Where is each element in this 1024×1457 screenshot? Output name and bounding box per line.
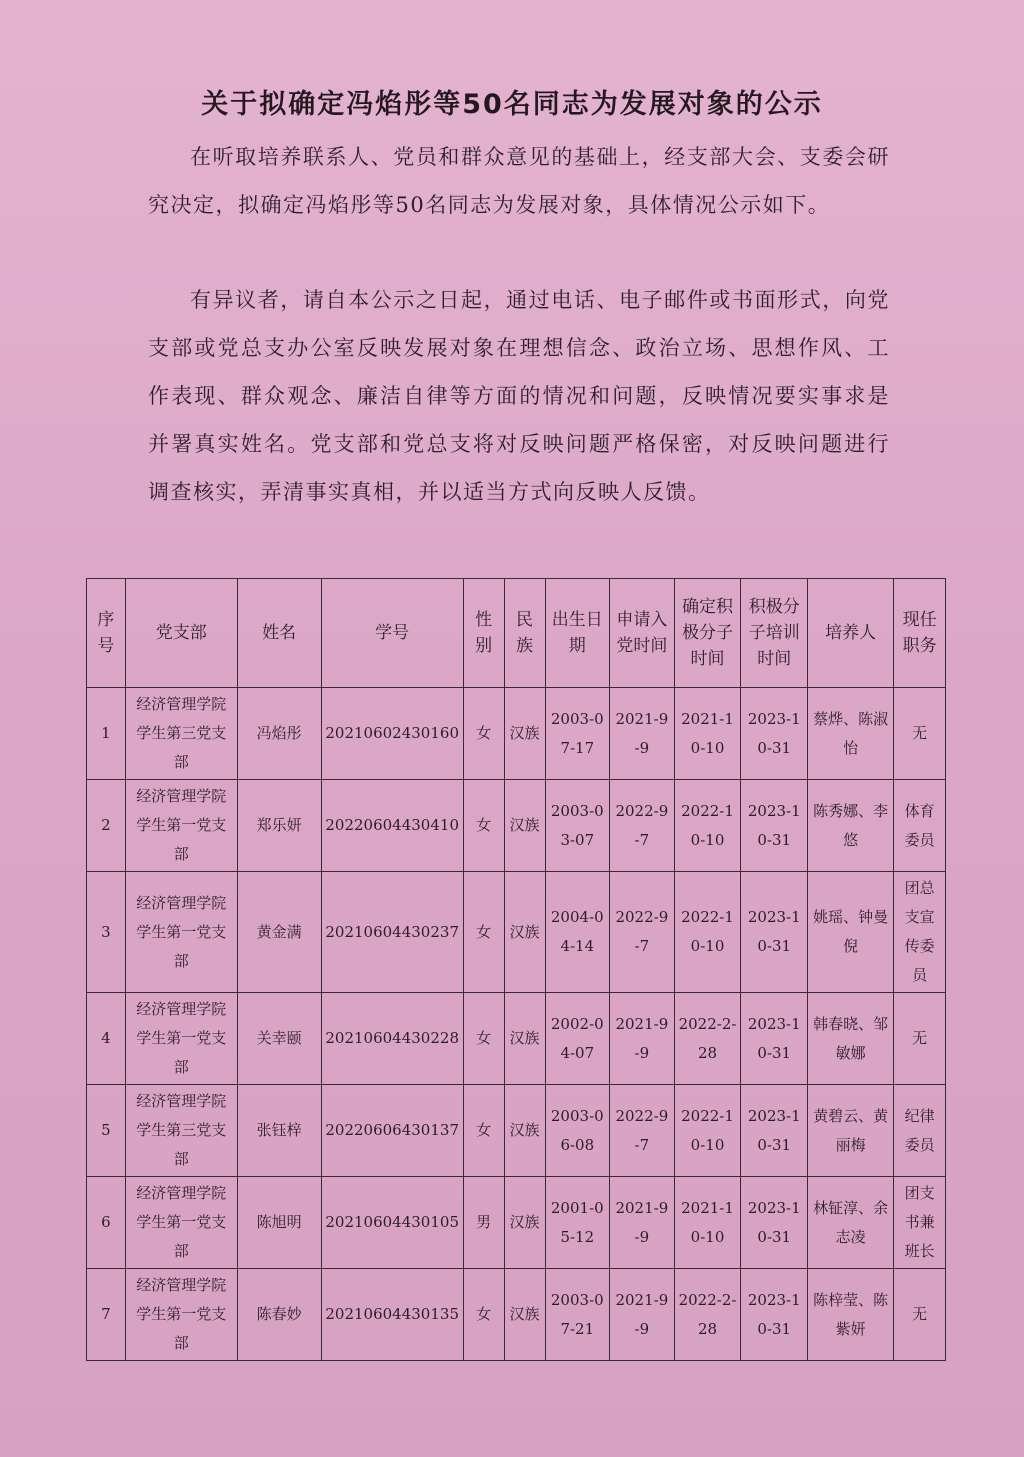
header-training: 积极分子培训时间 bbox=[741, 579, 808, 688]
cell-position: 团支书兼班长 bbox=[894, 1177, 946, 1269]
header-birth: 出生日期 bbox=[545, 579, 610, 688]
header-activist: 确定积极分子时间 bbox=[674, 579, 741, 688]
cell-name: 郑乐妍 bbox=[237, 780, 321, 872]
cell-student-id: 20210604430135 bbox=[321, 1269, 463, 1361]
cell-training: 2023-10-31 bbox=[741, 872, 808, 993]
cell-student-id: 20210604430228 bbox=[321, 993, 463, 1085]
cell-student-id: 20220606430137 bbox=[321, 1085, 463, 1177]
cell-no: 3 bbox=[87, 872, 126, 993]
cell-mentor: 蔡烨、陈淑怡 bbox=[808, 688, 894, 780]
table-row bbox=[87, 688, 946, 780]
cell-position: 纪律委员 bbox=[894, 1085, 946, 1177]
cell-activist: 2022-10-10 bbox=[674, 872, 741, 993]
cell-name: 关幸颐 bbox=[237, 993, 321, 1085]
header-gender: 性别 bbox=[463, 579, 504, 688]
cell-gender: 女 bbox=[463, 688, 504, 780]
cell-birth: 2003-03-07 bbox=[545, 780, 610, 872]
cell-activist: 2022-2-28 bbox=[674, 1269, 741, 1361]
notice-title: 关于拟确定冯焰彤等50名同志为发展对象的公示 bbox=[201, 89, 823, 120]
cell-no: 4 bbox=[87, 993, 126, 1085]
cell-training: 2023-10-31 bbox=[741, 780, 808, 872]
cell-branch: 经济管理学院学生第一党支部 bbox=[125, 1269, 237, 1361]
cell-gender: 女 bbox=[463, 872, 504, 993]
header-position: 现任职务 bbox=[894, 579, 946, 688]
header-mentor: 培养人 bbox=[808, 579, 894, 688]
table-row bbox=[87, 872, 946, 993]
cell-activist: 2021-10-10 bbox=[674, 688, 741, 780]
table-row bbox=[87, 780, 946, 872]
cell-no: 1 bbox=[87, 688, 126, 780]
cell-name: 黄金满 bbox=[237, 872, 321, 993]
cell-branch: 经济管理学院学生第一党支部 bbox=[125, 872, 237, 993]
cell-birth: 2003-07-17 bbox=[545, 688, 610, 780]
cell-branch: 经济管理学院学生第一党支部 bbox=[125, 780, 237, 872]
table-row bbox=[87, 1269, 946, 1361]
cell-position: 团总支宣传委员 bbox=[894, 872, 946, 993]
cell-activist: 2022-10-10 bbox=[674, 1085, 741, 1177]
header-student-id: 学号 bbox=[321, 579, 463, 688]
header-branch: 党支部 bbox=[125, 579, 237, 688]
cell-student-id: 20220604430410 bbox=[321, 780, 463, 872]
cell-mentor: 韩春晓、邹敏娜 bbox=[808, 993, 894, 1085]
header-no: 序号 bbox=[87, 579, 126, 688]
cell-name: 陈春妙 bbox=[237, 1269, 321, 1361]
cell-position: 体育委员 bbox=[894, 780, 946, 872]
cell-mentor: 姚瑶、钟曼倪 bbox=[808, 872, 894, 993]
cell-no: 2 bbox=[87, 780, 126, 872]
cell-apply: 2022-9-7 bbox=[610, 1085, 675, 1177]
header-apply: 申请入党时间 bbox=[610, 579, 675, 688]
cell-gender: 女 bbox=[463, 1269, 504, 1361]
cell-student-id: 20210602430160 bbox=[321, 688, 463, 780]
cell-student-id: 20210604430105 bbox=[321, 1177, 463, 1269]
table-header-row bbox=[87, 579, 946, 688]
cell-ethnicity: 汉族 bbox=[504, 688, 545, 780]
table-row bbox=[87, 1177, 946, 1269]
cell-ethnicity: 汉族 bbox=[504, 1269, 545, 1361]
cell-branch: 经济管理学院学生第一党支部 bbox=[125, 993, 237, 1085]
cell-birth: 2002-04-07 bbox=[545, 993, 610, 1085]
cell-gender: 女 bbox=[463, 780, 504, 872]
candidate-table bbox=[86, 578, 946, 1361]
cell-no: 6 bbox=[87, 1177, 126, 1269]
cell-ethnicity: 汉族 bbox=[504, 780, 545, 872]
cell-name: 冯焰彤 bbox=[237, 688, 321, 780]
cell-training: 2023-10-31 bbox=[741, 688, 808, 780]
cell-training: 2023-10-31 bbox=[741, 1085, 808, 1177]
cell-training: 2023-10-31 bbox=[741, 1177, 808, 1269]
cell-apply: 2022-9-7 bbox=[610, 872, 675, 993]
cell-activist: 2021-10-10 bbox=[674, 1177, 741, 1269]
cell-no: 7 bbox=[87, 1269, 126, 1361]
cell-training: 2023-10-31 bbox=[741, 1269, 808, 1361]
cell-training: 2023-10-31 bbox=[741, 993, 808, 1085]
cell-branch: 经济管理学院学生第一党支部 bbox=[125, 1177, 237, 1269]
notice-paragraph-objection: 有异议者，请自本公示之日起，通过电话、电子邮件或书面形式，向党支部或党总支办公室反映发展对象在理想信念、政治立场、思想作风、工作表现、群众观念、廉洁自律等方面的情况和问题，反映情况要实事求是并署真实姓名。党支部和党总支将对反映问题严格保密，对反映问题进行调查核实，弄清事实真相，并以适当方式向反映人反馈。 bbox=[148, 288, 890, 504]
cell-ethnicity: 汉族 bbox=[504, 1177, 545, 1269]
header-name: 姓名 bbox=[237, 579, 321, 688]
cell-apply: 2021-9-9 bbox=[610, 1269, 675, 1361]
notice-paragraph-intro: 在听取培养联系人、党员和群众意见的基础上，经支部大会、支委会研究决定，拟确定冯焰彤等50名同志为发展对象，具体情况公示如下。 bbox=[148, 145, 890, 217]
cell-apply: 2022-9-7 bbox=[610, 780, 675, 872]
cell-gender: 女 bbox=[463, 993, 504, 1085]
cell-name: 陈旭明 bbox=[237, 1177, 321, 1269]
cell-mentor: 林钲淳、余志凌 bbox=[808, 1177, 894, 1269]
header-ethnicity: 民族 bbox=[504, 579, 545, 688]
cell-branch: 经济管理学院学生第三党支部 bbox=[125, 1085, 237, 1177]
cell-activist: 2022-2-28 bbox=[674, 993, 741, 1085]
cell-apply: 2021-9-9 bbox=[610, 1177, 675, 1269]
cell-mentor: 黄碧云、黄丽梅 bbox=[808, 1085, 894, 1177]
table-row bbox=[87, 1085, 946, 1177]
cell-birth: 2001-05-12 bbox=[545, 1177, 610, 1269]
cell-birth: 2003-06-08 bbox=[545, 1085, 610, 1177]
cell-ethnicity: 汉族 bbox=[504, 872, 545, 993]
cell-gender: 男 bbox=[463, 1177, 504, 1269]
table-row bbox=[87, 993, 946, 1085]
cell-mentor: 陈梓莹、陈紫妍 bbox=[808, 1269, 894, 1361]
cell-branch: 经济管理学院学生第三党支部 bbox=[125, 688, 237, 780]
cell-ethnicity: 汉族 bbox=[504, 1085, 545, 1177]
cell-birth: 2003-07-21 bbox=[545, 1269, 610, 1361]
cell-position: 无 bbox=[894, 1269, 946, 1361]
cell-position: 无 bbox=[894, 993, 946, 1085]
cell-mentor: 陈秀娜、李悠 bbox=[808, 780, 894, 872]
cell-position: 无 bbox=[894, 688, 946, 780]
cell-student-id: 20210604430237 bbox=[321, 872, 463, 993]
cell-no: 5 bbox=[87, 1085, 126, 1177]
cell-ethnicity: 汉族 bbox=[504, 993, 545, 1085]
cell-birth: 2004-04-14 bbox=[545, 872, 610, 993]
cell-name: 张钰梓 bbox=[237, 1085, 321, 1177]
cell-gender: 女 bbox=[463, 1085, 504, 1177]
cell-apply: 2021-9-9 bbox=[610, 993, 675, 1085]
cell-activist: 2022-10-10 bbox=[674, 780, 741, 872]
cell-apply: 2021-9-9 bbox=[610, 688, 675, 780]
